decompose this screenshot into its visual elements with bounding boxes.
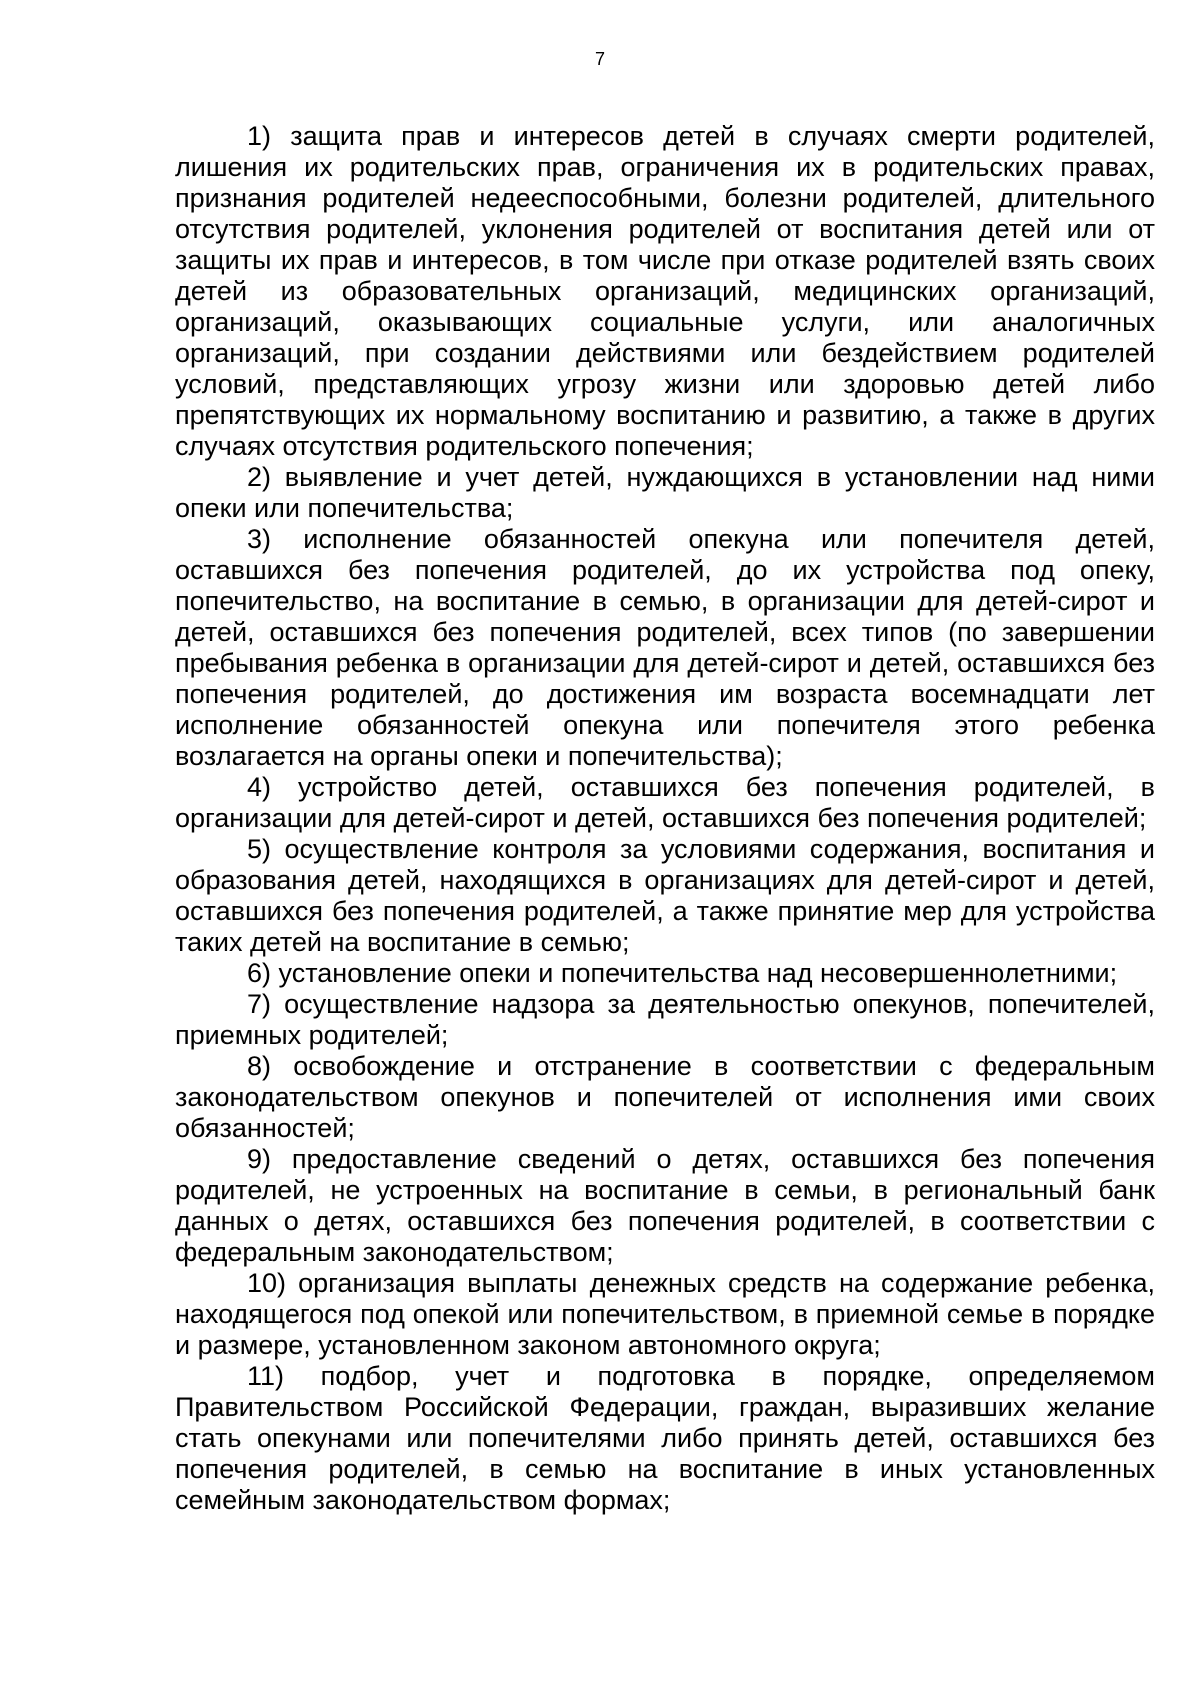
list-item-3: 3) исполнение обязанностей опекуна или попечителя детей, оставшихся без попечения родителей, до их устройства под опеку, попечительство, на воспитание в семью, в организации для детей-сирот и детей, оставшихся без попечения родителей, всех типов (по завершении пребывания ребенка в организации для детей-сирот и детей, оставшихся без попечения родителей, до достижения им возраста восемнадцати лет исполнение обязанностей опекуна или попечителя этого ребенка возлагается на органы опеки и попечительства); xyxy=(175,524,1155,771)
list-item-2: 2) выявление и учет детей, нуждающихся в установлении над ними опеки или попечительства; xyxy=(175,462,1155,523)
list-item-4: 4) устройство детей, оставшихся без попечения родителей, в организации для детей-сирот и детей, оставшихся без попечения родителей; xyxy=(175,772,1155,833)
list-item-11: 11) подбор, учет и подготовка в порядке, определяемом Правительством Российской Федерации, граждан, выразивших желание стать опекунами или попечителями либо принять детей, оставшихся без попечения родителей, в семью на воспитание в иных установленных семейным законодательством формах; xyxy=(175,1361,1155,1515)
list-item-1: 1) защита прав и интересов детей в случаях смерти родителей, лишения их родительских прав, ограничения их в родительских правах, признания родителей недееспособными, болезни родителей, длительного отсутствия родителей, уклонения родителей от воспитания детей или от защиты их прав и интересов, в том числе при отказе родителей взять своих детей из образовательных организаций, медицинских организаций, организаций, оказывающих социальные услуги, или аналогичных организаций, при создании действиями или бездействием родителей условий, представляющих угрозу жизни или здоровью детей либо препятствующих их нормальному воспитанию и развитию, а также в других случаях отсутствия родительского попечения; xyxy=(175,121,1155,461)
list-item-7: 7) осуществление надзора за деятельностью опекунов, попечителей, приемных родителей; xyxy=(175,989,1155,1050)
list-item-8: 8) освобождение и отстранение в соответствии с федеральным законодательством опекунов и попечителей от исполнения ими своих обязанностей; xyxy=(175,1051,1155,1143)
list-item-5: 5) осуществление контроля за условиями содержания, воспитания и образования детей, находящихся в организациях для детей-сирот и детей, оставшихся без попечения родителей, а также принятие мер для устройства таких детей на воспитание в семью; xyxy=(175,834,1155,957)
list-item-10: 10) организация выплаты денежных средств на содержание ребенка, находящегося под опекой или попечительством, в приемной семье в порядке и размере, установленном законом автономного округа; xyxy=(175,1268,1155,1360)
document-body xyxy=(175,121,1155,1516)
list-item-6: 6) установление опеки и попечительства над несовершеннолетними; xyxy=(247,958,1118,988)
page-number: 7 xyxy=(594,49,605,69)
list-item-9: 9) предоставление сведений о детях, оставшихся без попечения родителей, не устроенных на воспитание в семьи, в региональный банк данных о детях, оставшихся без попечения родителей, в соответствии с федеральным законодательством; xyxy=(175,1144,1155,1267)
